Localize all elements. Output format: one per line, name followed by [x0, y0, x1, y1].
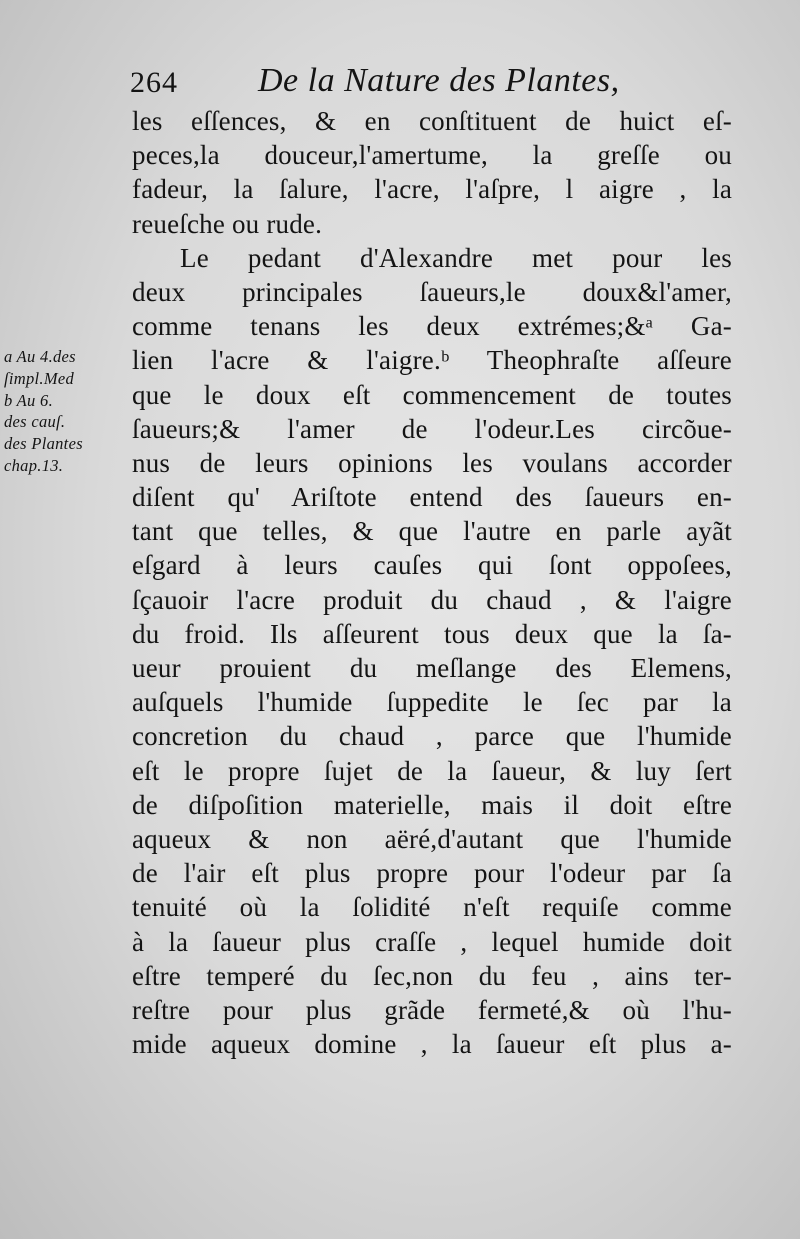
- text-line: eſtre temperé du ſec,non du feu , ains ter-: [132, 960, 732, 991]
- page-number: 264: [130, 66, 178, 99]
- text-line: Le pedant d'Alexandre met pour les: [180, 242, 732, 273]
- text-line: fadeur, la ſalure, l'acre, l'aſpre, l aigre , la: [132, 174, 732, 205]
- margin-note-line: b Au 6.: [4, 390, 54, 410]
- text-line: lien l'acre & l'aigre.ᵇ Theophraſte aſſeure: [132, 345, 732, 376]
- text-line: les eſſences, & en conſtituent de huict eſ-: [132, 106, 732, 136]
- text-line: nus de leurs opinions les voulans accorder: [132, 447, 732, 478]
- text-line: ſaueurs;& l'amer de l'odeur.Les circõue-: [132, 413, 732, 444]
- text-line: tant que telles, & que l'autre en parle ayãt: [132, 516, 732, 547]
- margin-note-line: chap.13.: [4, 455, 64, 475]
- text-line: que le doux eſt commencement de toutes: [132, 379, 732, 410]
- body-text: [132, 104, 732, 1061]
- margin-note-line: des Plantes: [4, 434, 83, 454]
- text-line: de diſpoſition materielle, mais il doit eſtre: [132, 789, 732, 820]
- margin-notes: [4, 346, 128, 477]
- text-line: eſt le propre ſujet de la ſaueur, & luy ſert: [132, 755, 732, 786]
- text-line: reſtre pour plus grãde fermeté,& où l'hu-: [132, 994, 732, 1025]
- page-header: [130, 58, 750, 108]
- text-line: eſgard à leurs cauſes qui ſont oppoſees,: [132, 550, 732, 581]
- margin-note-line: des cauſ.: [4, 412, 66, 432]
- text-line: peces,la douceur,l'amertume, la greſſe ou: [132, 140, 732, 171]
- text-line: du froid. Ils aſſeurent tous deux que la ſa-: [132, 618, 732, 649]
- text-line: ueur prouient du meſlange des Elemens,: [132, 653, 732, 683]
- text-line: comme tenans les deux extrémes;&ᵃ Ga-: [132, 311, 732, 342]
- text-line: aqueux & non aëré,d'autant que l'humide: [132, 823, 732, 854]
- text-line: deux principales ſaueurs,le doux&l'amer,: [132, 276, 732, 307]
- text-line: concretion du chaud , parce que l'humide: [132, 721, 732, 752]
- text-line: de l'air eſt plus propre pour l'odeur par ſa: [132, 858, 732, 889]
- text-line: tenuité où la ſolidité n'eſt requiſe comme: [132, 892, 732, 923]
- text-line: mide aqueux domine , la ſaueur eſt plus a-: [132, 1029, 732, 1060]
- text-line: diſent qu' Ariſtote entend des ſaueurs en-: [132, 482, 732, 513]
- text-line: reueſche ou rude.: [132, 208, 323, 239]
- text-line: auſquels l'humide ſuppedite le ſec par la: [132, 687, 732, 718]
- margin-note-line: ſimpl.Med: [4, 368, 75, 388]
- text-line: ſçauoir l'acre produit du chaud , & l'aigre: [132, 584, 732, 615]
- running-title: De la Nature des Plantes,: [258, 62, 620, 99]
- margin-note-line: a Au 4.des: [4, 347, 76, 366]
- text-line: à la ſaueur plus craſſe , lequel humide doit: [132, 926, 732, 957]
